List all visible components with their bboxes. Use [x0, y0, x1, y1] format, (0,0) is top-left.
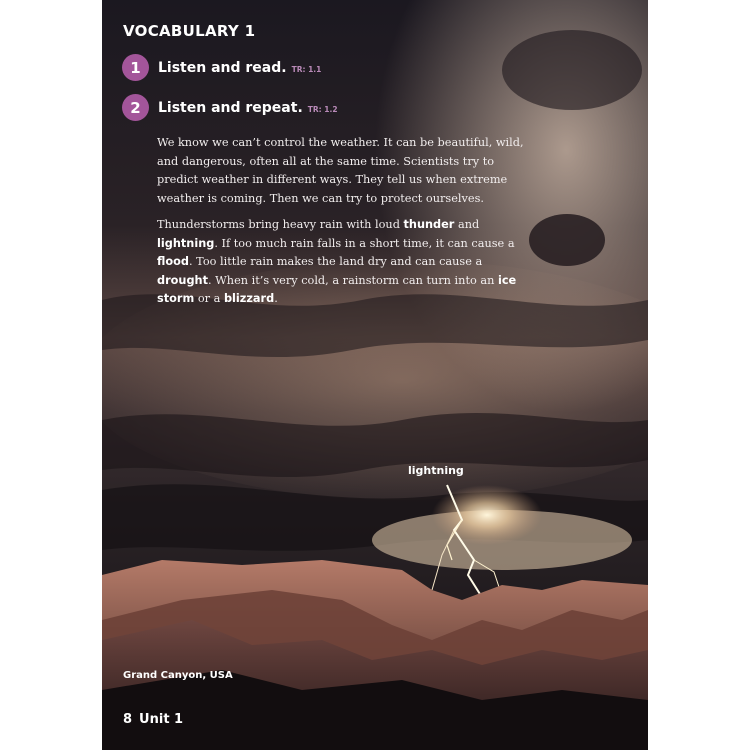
page-footer: [123, 712, 183, 727]
step-number-badge: 2: [122, 94, 149, 121]
vocab-word-blizzard: blizzard: [223, 292, 275, 305]
textbook-page: [102, 0, 648, 750]
audio-track-code: TR: 1.1: [291, 65, 322, 74]
passage-text: . Too little rain makes the land dry and can cause a: [188, 255, 483, 268]
passage-text: or a: [194, 292, 224, 305]
step-listen-repeat: [122, 94, 338, 121]
vocab-word-drought: drought: [157, 273, 208, 287]
vocab-word-ice-storm: ice storm: [157, 273, 517, 305]
page-number: 8: [123, 712, 133, 727]
unit-label: Unit 1: [139, 712, 184, 727]
reading-passage: [157, 134, 525, 317]
passage-text: .: [274, 292, 278, 305]
audio-track-code: TR: 1.2: [307, 105, 338, 114]
passage-text: and: [454, 218, 480, 231]
photo-caption: Grand Canyon, USA: [123, 670, 233, 681]
paragraph-intro: We know we can’t control the weather. It can be beautiful, wild, and dangerous, often all at the same time. Scientists try to predict weather in different ways. They tell us when extreme weather is coming. Then we can try to protect ourselves.: [157, 136, 524, 205]
paragraph-vocabulary: [157, 216, 525, 309]
passage-text: . If too much rain falls in a short time, it can cause a: [214, 236, 515, 250]
vocab-word-thunder: thunder: [403, 218, 455, 231]
step-number-badge: 1: [122, 54, 149, 81]
step-listen-read: [122, 54, 321, 81]
step-instruction: Listen and read.: [158, 59, 287, 76]
photo-label-lightning: lightning: [408, 464, 464, 477]
section-title: VOCABULARY 1: [123, 22, 256, 40]
passage-text: . When it’s very cold, a rainstorm can turn into an: [208, 273, 498, 287]
vocab-word-lightning: lightning: [157, 236, 215, 250]
vocab-word-flood: flood: [157, 255, 189, 268]
passage-text: Thunderstorms bring heavy rain with loud: [157, 218, 404, 231]
step-instruction: Listen and repeat.: [158, 99, 303, 116]
